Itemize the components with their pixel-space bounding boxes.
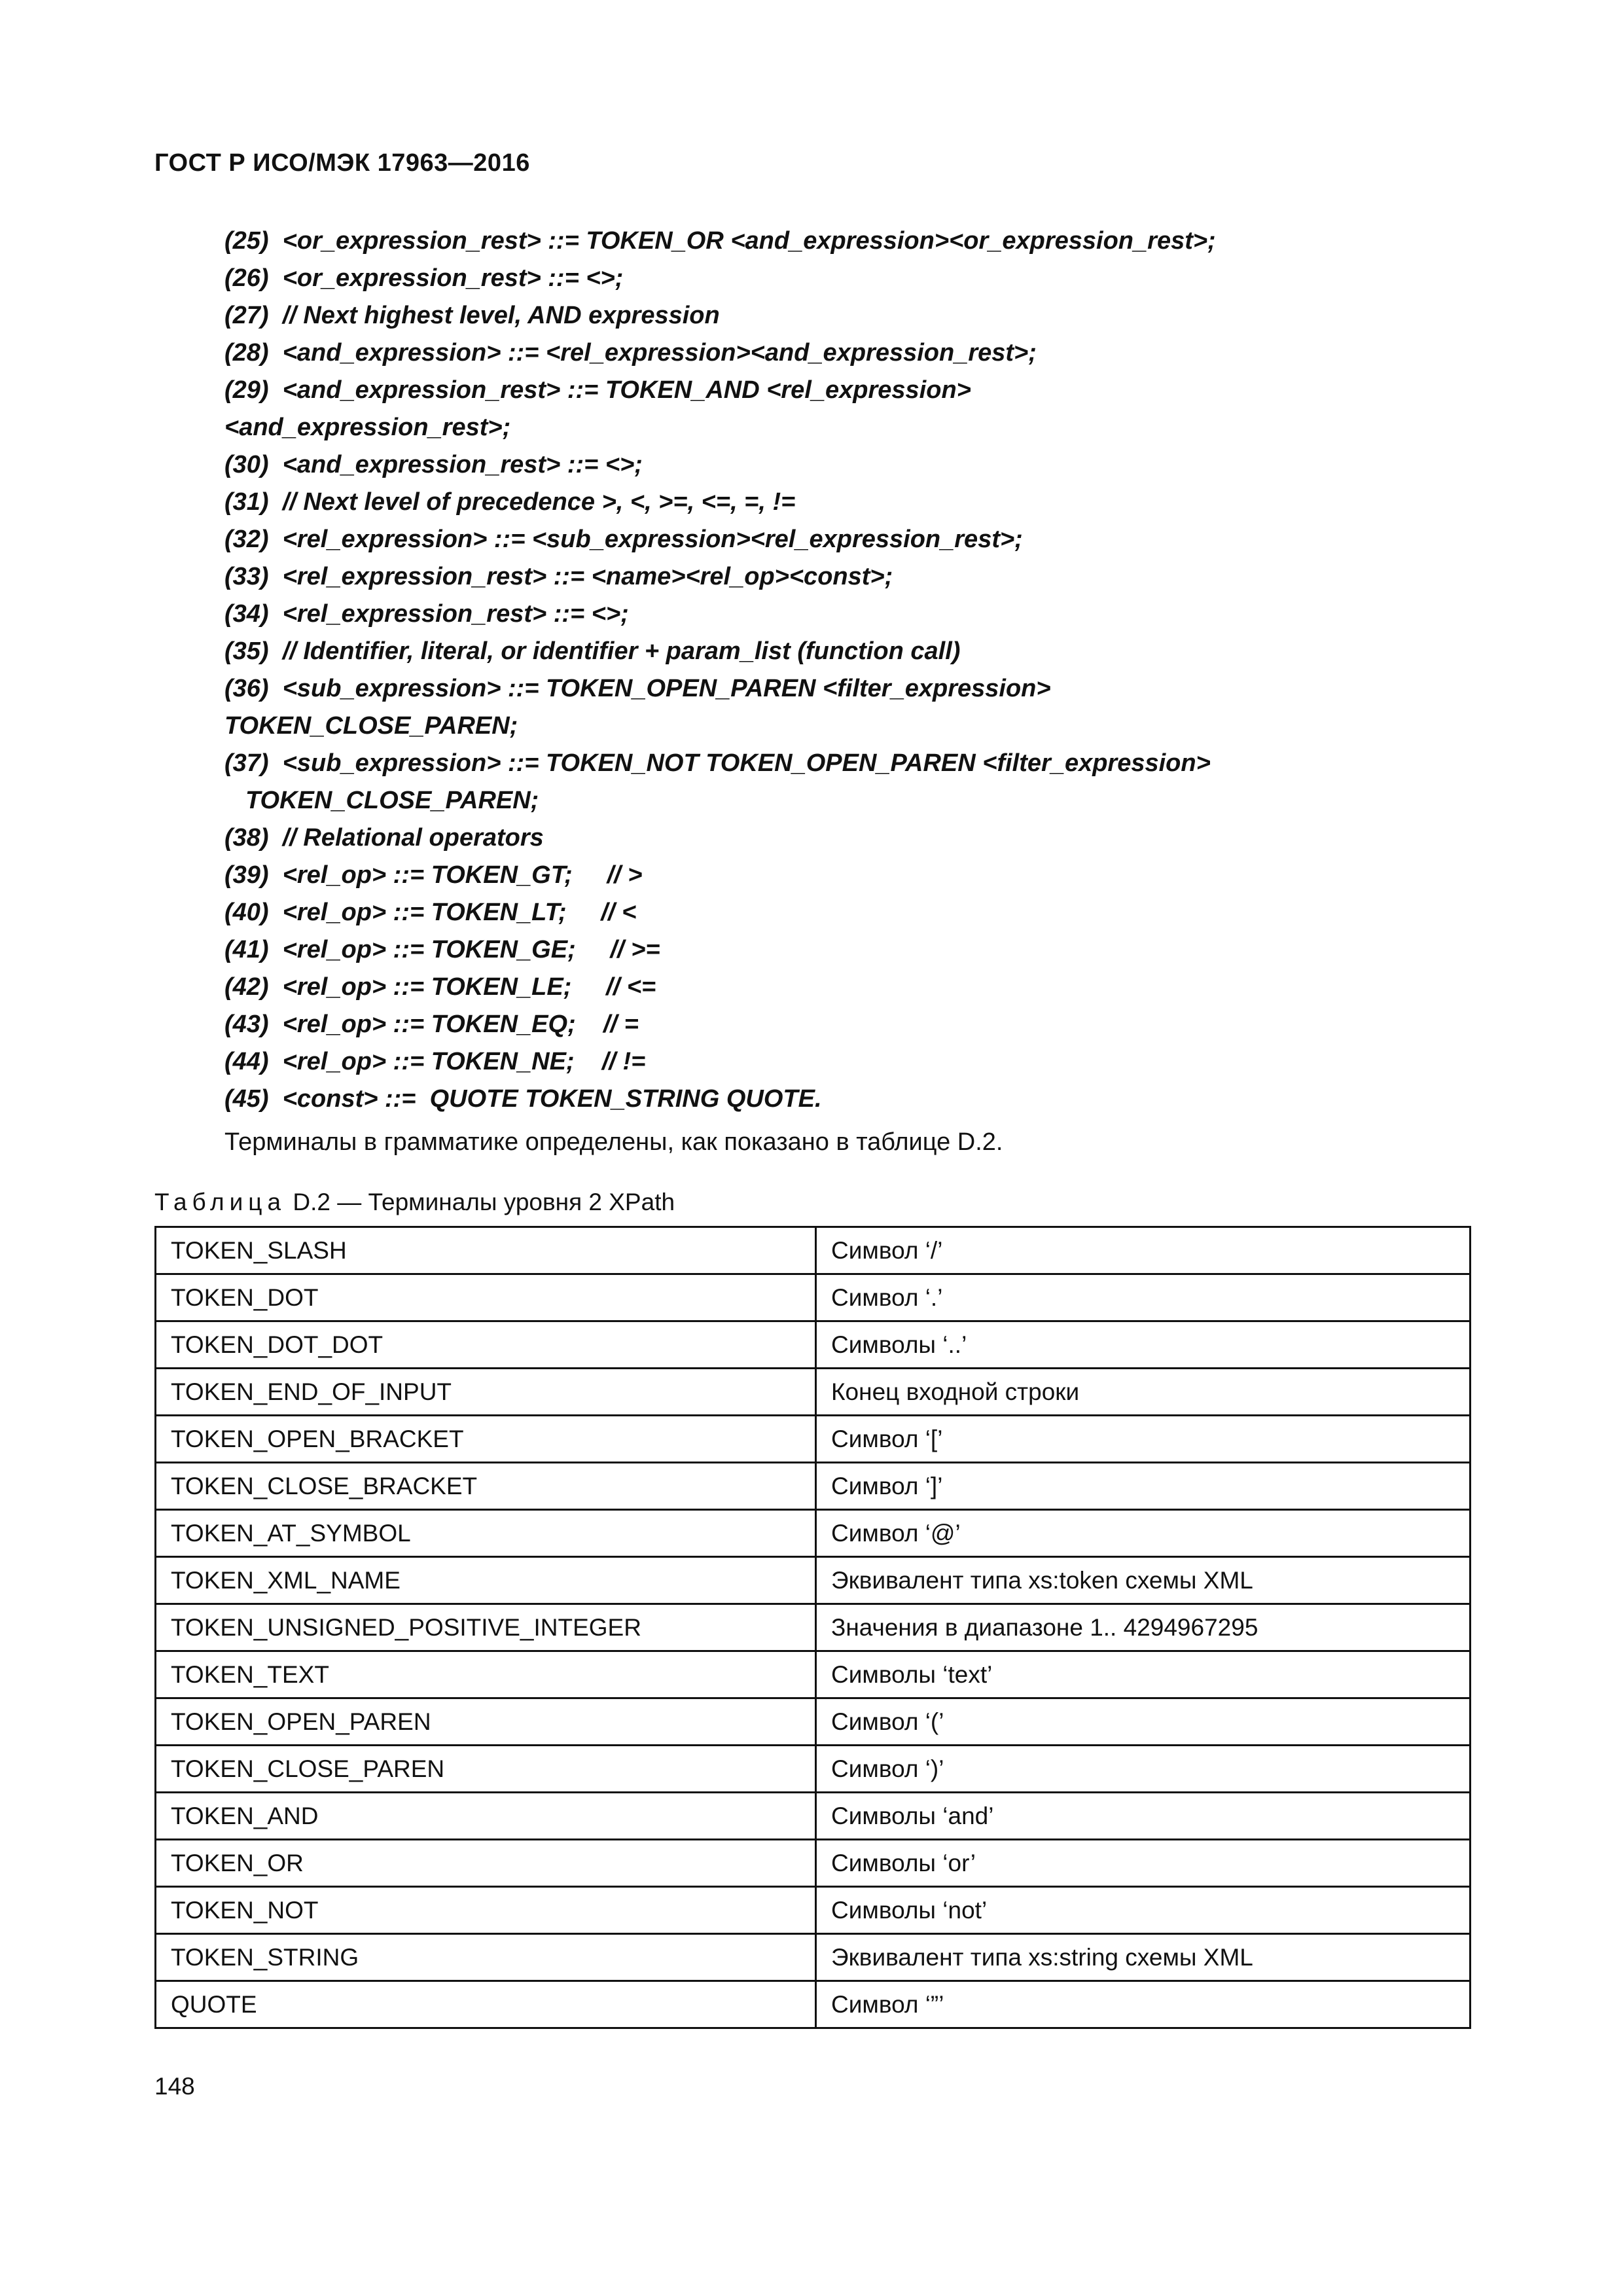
terminal-name-cell: TOKEN_STRING [156, 1934, 816, 1981]
terminal-name-cell: TOKEN_OR [156, 1840, 816, 1887]
terminal-name-cell: TOKEN_DOT [156, 1274, 816, 1321]
terminal-meaning-cell: Конец входной строки [816, 1369, 1471, 1416]
terminal-meaning-cell: Символ ‘.’ [816, 1274, 1471, 1321]
table-caption [154, 1186, 675, 1219]
grammar-line: (32) <rel_expression> ::= <sub_expression><rel_expression_rest>; [224, 526, 1023, 553]
page-number: 148 [154, 2073, 195, 2100]
intro-paragraph: Терминалы в грамматике определены, как показано в таблице D.2. [224, 1128, 1003, 1156]
grammar-line: (35) // Identifier, literal, or identifier + param_list (function call) [224, 637, 961, 665]
page-header: ГОСТ Р ИСО/МЭК 17963—2016 [154, 149, 530, 177]
terminal-name-cell: TOKEN_CLOSE_PAREN [156, 1746, 816, 1793]
table-row [156, 1274, 1471, 1321]
terminal-meaning-cell: Символ ‘)’ [816, 1746, 1471, 1793]
grammar-line: <and_expression_rest>; [224, 414, 511, 441]
table-row [156, 1793, 1471, 1840]
terminal-meaning-cell: Символы ‘or’ [816, 1840, 1471, 1887]
terminal-name-cell: TOKEN_AND [156, 1793, 816, 1840]
terminal-meaning-cell: Символ ‘]’ [816, 1463, 1471, 1510]
grammar-line: (44) <rel_op> ::= TOKEN_NE; // != [224, 1048, 646, 1075]
terminal-meaning-cell: Символы ‘text’ [816, 1651, 1471, 1698]
table-row [156, 1510, 1471, 1557]
terminal-name-cell: TOKEN_AT_SYMBOL [156, 1510, 816, 1557]
table-row [156, 1746, 1471, 1793]
grammar-line: (30) <and_expression_rest> ::= <>; [224, 451, 643, 478]
table-row [156, 1321, 1471, 1369]
grammar-line: (28) <and_expression> ::= <rel_expression><and_expression_rest>; [224, 339, 1037, 367]
table-row [156, 1651, 1471, 1698]
grammar-line: (36) <sub_expression> ::= TOKEN_OPEN_PAREN <filter_expression> [224, 675, 1051, 702]
terminals-table [154, 1226, 1471, 2029]
table-row [156, 1463, 1471, 1510]
grammar-line: (25) <or_expression_rest> ::= TOKEN_OR <and_expression><or_expression_rest>; [224, 227, 1216, 255]
table-row [156, 1887, 1471, 1934]
terminal-name-cell: TOKEN_END_OF_INPUT [156, 1369, 816, 1416]
table-row [156, 1698, 1471, 1746]
table-row [156, 1416, 1471, 1463]
grammar-line: (26) <or_expression_rest> ::= <>; [224, 264, 624, 292]
grammar-line: (31) // Next level of precedence >, <, >=, <=, =, != [224, 488, 796, 516]
terminal-meaning-cell: Символы ‘and’ [816, 1793, 1471, 1840]
terminal-name-cell: TOKEN_OPEN_PAREN [156, 1698, 816, 1746]
table-row [156, 1557, 1471, 1604]
grammar-line: (45) <const> ::= QUOTE TOKEN_STRING QUOTE. [224, 1085, 822, 1113]
table-row [156, 1604, 1471, 1651]
terminal-name-cell: TOKEN_CLOSE_BRACKET [156, 1463, 816, 1510]
table-row [156, 1840, 1471, 1887]
terminal-meaning-cell: Эквивалент типа xs:string схемы XML [816, 1934, 1471, 1981]
terminal-meaning-cell: Символ ‘@’ [816, 1510, 1471, 1557]
terminal-meaning-cell: Символ ‘(’ [816, 1698, 1471, 1746]
table-row [156, 1981, 1471, 2028]
table-caption-label: Таблица [154, 1189, 287, 1215]
grammar-line: (42) <rel_op> ::= TOKEN_LE; // <= [224, 973, 656, 1001]
grammar-line: (27) // Next highest level, AND expression [224, 302, 720, 329]
terminal-meaning-cell: Символы ‘not’ [816, 1887, 1471, 1934]
terminal-name-cell: TOKEN_DOT_DOT [156, 1321, 816, 1369]
table-row [156, 1369, 1471, 1416]
terminal-name-cell: TOKEN_NOT [156, 1887, 816, 1934]
table-row [156, 1934, 1471, 1981]
terminal-name-cell: TOKEN_OPEN_BRACKET [156, 1416, 816, 1463]
grammar-line: TOKEN_CLOSE_PAREN; [224, 712, 518, 740]
terminal-meaning-cell: Эквивалент типа xs:token схемы XML [816, 1557, 1471, 1604]
terminal-name-cell: QUOTE [156, 1981, 816, 2028]
grammar-line: (29) <and_expression_rest> ::= TOKEN_AND <rel_expression> [224, 376, 971, 404]
terminal-meaning-cell: Символ ‘”’ [816, 1981, 1471, 2028]
grammar-line: (39) <rel_op> ::= TOKEN_GT; // > [224, 861, 643, 889]
terminal-meaning-cell: Символы ‘..’ [816, 1321, 1471, 1369]
table-caption-title: D.2 — Терминалы уровня 2 XPath [286, 1189, 675, 1215]
grammar-line: TOKEN_CLOSE_PAREN; [245, 787, 539, 814]
grammar-line: (33) <rel_expression_rest> ::= <name><rel_op><const>; [224, 563, 893, 590]
grammar-line: (43) <rel_op> ::= TOKEN_EQ; // = [224, 1011, 639, 1038]
terminal-meaning-cell: Символ ‘/’ [816, 1227, 1471, 1274]
grammar-line: (40) <rel_op> ::= TOKEN_LT; // < [224, 899, 637, 926]
grammar-block [224, 223, 1468, 1118]
terminal-meaning-cell: Символ ‘[’ [816, 1416, 1471, 1463]
grammar-line: (37) <sub_expression> ::= TOKEN_NOT TOKEN_OPEN_PAREN <filter_expression> [224, 749, 1211, 777]
terminal-name-cell: TOKEN_SLASH [156, 1227, 816, 1274]
terminal-name-cell: TOKEN_XML_NAME [156, 1557, 816, 1604]
terminal-name-cell: TOKEN_TEXT [156, 1651, 816, 1698]
table-row [156, 1227, 1471, 1274]
terminal-meaning-cell: Значения в диапазоне 1.. 4294967295 [816, 1604, 1471, 1651]
terminal-name-cell: TOKEN_UNSIGNED_POSITIVE_INTEGER [156, 1604, 816, 1651]
grammar-line: (38) // Relational operators [224, 824, 544, 852]
grammar-line: (34) <rel_expression_rest> ::= <>; [224, 600, 629, 628]
grammar-line: (41) <rel_op> ::= TOKEN_GE; // >= [224, 936, 660, 963]
